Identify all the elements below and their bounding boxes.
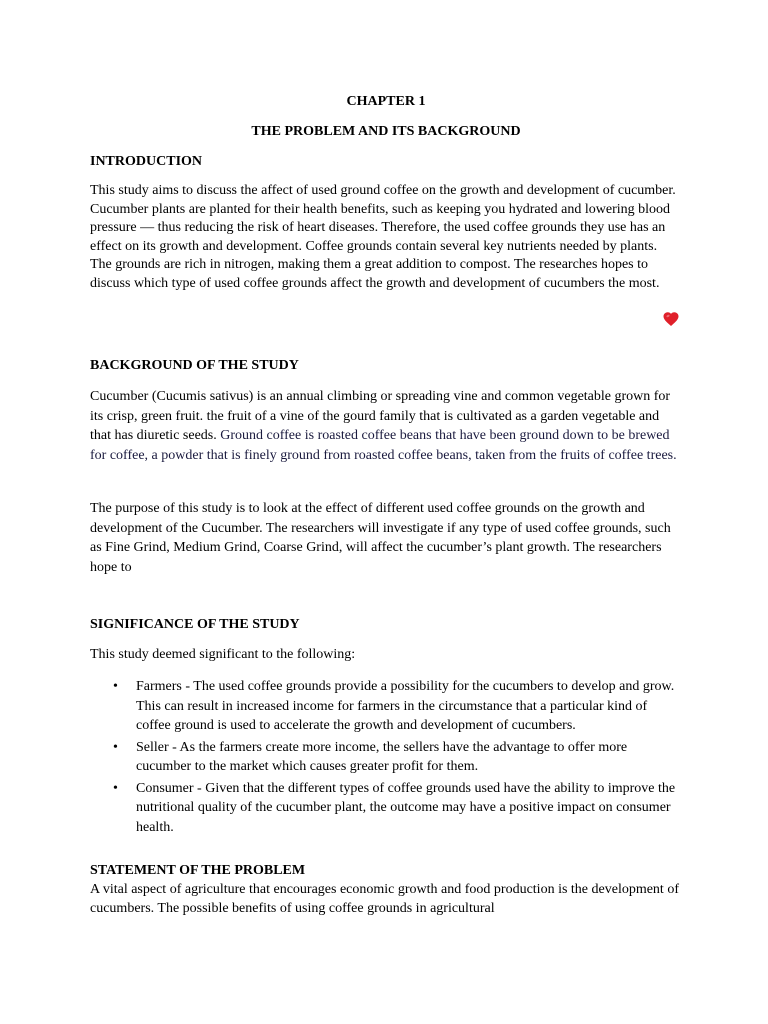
list-item-text: Consumer - Given that the different types of coffee grounds used have the ability to improve the nutritional quality of the cucumber plant, the outcome may have a positive impact on consumer health.: [136, 780, 676, 835]
chapter-label: CHAPTER 1: [346, 94, 426, 109]
bullet-icon: •: [113, 679, 118, 694]
statement-paragraph: A vital aspect of agriculture that encourages economic growth and food production is the development of cucumbers. The possible benefits of using coffee grounds in agricultural: [90, 882, 679, 916]
introduction-heading: INTRODUCTION: [90, 154, 203, 169]
list-item: [90, 738, 682, 777]
list-item: [90, 779, 682, 838]
list-item-text: Farmers - The used coffee grounds provide a possibility for the cucumbers to develop and grow. This can result in increased income for farmers in the circumstance that a particular kind of coffee ground is used to accelerate the growth and development of cucumbers.: [136, 679, 675, 733]
background-paragraph-1-cucumber: Cucumber (Cucumis sativus) is an annual climbing or spreading vine and common vegetable grown for its crisp, green fruit. the fruit of a vine of the gourd family that is cultivated as a garden vegetable and that has diuretic seeds.: [90, 389, 671, 443]
chapter-title: THE PROBLEM AND ITS BACKGROUND: [251, 124, 521, 139]
significance-list: [90, 677, 682, 839]
introduction-paragraph: This study aims to discuss the affect of used ground coffee on the growth and development of cucumber. Cucumber plants are planted for their health benefits, such as keeping you hydrated and lowering blood pressure — thus reducing the risk of heart diseases. Therefore, the used coffee grounds they use has an effect on its growth and development. Coffee grounds contain several key nutrients needed by plants. The grounds are rich in nitrogen, making them a great addition to compost. The researches hopes to discuss which type of used coffee grounds affect the growth and development of cucumbers the most.: [90, 183, 676, 291]
background-heading: BACKGROUND OF THE STUDY: [90, 358, 299, 373]
bullet-icon: •: [113, 739, 118, 755]
significance-heading: SIGNIFICANCE OF THE STUDY: [90, 617, 300, 632]
background-paragraph-2: The purpose of this study is to look at the effect of different used coffee grounds on the growth and development of the Cucumber. The researchers will investigate if any type of used coffee grounds, such as Fine Grind, Medium Grind, Coarse Grind, will affect the cucumber’s plant growth. The researchers hope to: [90, 501, 671, 575]
significance-intro: This study deemed significant to the following:: [90, 647, 356, 662]
list-item: [90, 677, 682, 736]
list-item-text: Seller - As the farmers create more income, the sellers have the advantage to offer more cucumber to the market which causes greater profit for them.: [136, 739, 628, 774]
heart-icon: [662, 310, 680, 328]
statement-heading: STATEMENT OF THE PROBLEM: [90, 863, 306, 878]
document-page: [90, 0, 682, 1024]
bullet-icon: •: [113, 780, 118, 796]
background-paragraph-1: [90, 387, 682, 465]
background-paragraph-1-coffee: Ground coffee is roasted coffee beans that have been ground down to be brewed for coffee, a powder that is finely ground from roasted coffee beans, taken from the fruits of coffee trees.: [90, 428, 677, 463]
heart-shape: [664, 312, 679, 326]
